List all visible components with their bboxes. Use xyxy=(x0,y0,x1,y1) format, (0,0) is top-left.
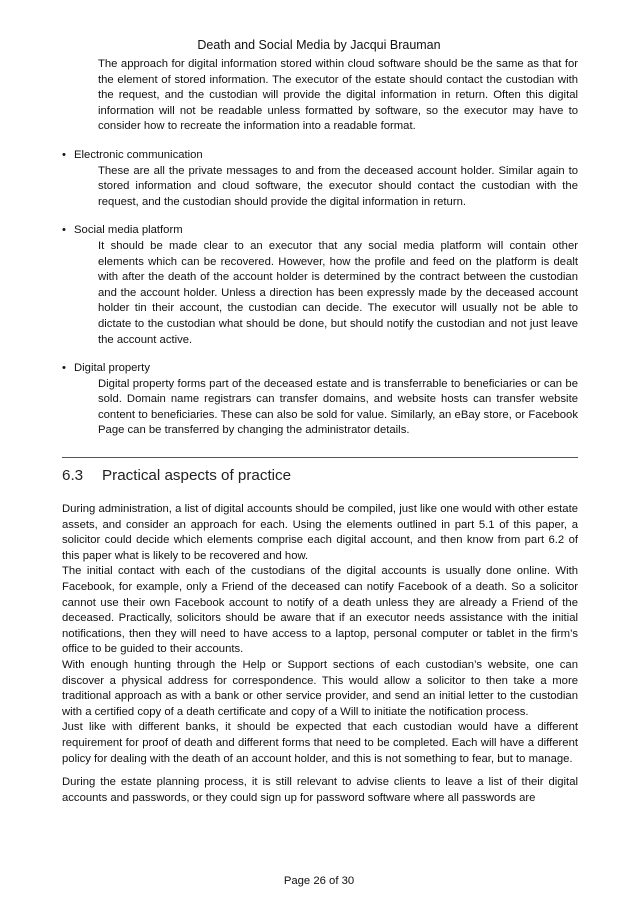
section-divider xyxy=(62,457,578,458)
intro-paragraph: The approach for digital information stored within cloud software should be the same as that for the element of stored information. The executor of the estate should contact the custodian with the request, and the custodian will provide the digital information in return. Often this digital information will not be readable unless formatted by software, so the executor may have to consider how to recreate the information into a readable format. xyxy=(98,58,578,133)
page-content xyxy=(62,57,578,806)
bullet-icon: • xyxy=(62,224,66,237)
section-title: Practical aspects of practice xyxy=(102,467,292,485)
body-paragraph: With enough hunting through the Help or Support sections of each custodian’s website, one can discover a physical address for correspondence. This would allow a solicitor to then take a more traditional approach as with a bank or other service provider, and send an initial letter to the custodian with a certified copy of a death certificate and copy of a Will to initiate the notification process. xyxy=(62,659,578,718)
bullet-item-social-media-platform xyxy=(62,223,578,348)
bullet-body: It should be made clear to an executor that any social media platform will contain other elements which can be recovered. However, how the profile and feed on the platform is dealt with after the death of the account holder is determined by the contract between the custodian and the account holder. Unless a direction has been expressly made by the deceased account holder tin their account, the custodian can decide. The executor will usually not be able to dictate to the custodian what should be done, but should notify the custodian and not just leave the account active. xyxy=(98,239,578,346)
bullet-icon: • xyxy=(62,362,66,375)
bullet-title: Social media platform xyxy=(74,224,183,237)
body-paragraph: During the estate planning process, it is still relevant to advise clients to leave a list of their digital accounts and passwords, or they could sign up for password software where all passwords are xyxy=(62,776,578,804)
bullet-title: Digital property xyxy=(74,362,150,375)
bullet-body: Digital property forms part of the deceased estate and is transferrable to beneficiaries or can be sold. Domain name registrars can transfer domains, and website hosts can transfer website content to beneficiaries. These can also be sold for value. Similarly, an eBay store, or Facebook Page can be transferred by changing the administrator details. xyxy=(98,377,578,437)
bullet-item-electronic-communication xyxy=(62,148,578,210)
bullet-body: These are all the private messages to and from the deceased account holder. Similar again to stored information and cloud software, the executor should contact the custodian with the request, and the custodian should provide the digital information in return. xyxy=(98,164,578,208)
section-number: 6.3 xyxy=(62,467,84,485)
section-heading xyxy=(62,466,578,486)
body-paragraph: During administration, a list of digital accounts should be compiled, just like one would with other estate assets, and consider an approach for each. Using the elements outlined in part 5.1 of this paper, a solicitor could decide which elements comprise each digital account, and then know from part 6.2 of this paper what is likely to be recovered and how. xyxy=(62,503,578,562)
page-number: Page 26 of 30 xyxy=(283,875,355,887)
bullet-icon: • xyxy=(62,148,66,161)
body-paragraph: Just like with different banks, it should be expected that each custodian would have a different requirement for proof of death and different forms that need to be completed. Each will have a different policy for dealing with the death of an account holder, and this is not something to fear, but to manage. xyxy=(62,721,578,765)
running-header: Death and Social Media by Jacqui Brauman xyxy=(197,38,441,52)
body-paragraph: The initial contact with each of the custodians of the digital accounts is usually done online. With Facebook, for example, only a Friend of the deceased can notify Facebook of a death. So a solicitor cannot use their own Facebook account to notify of a death unless they are already a Friend of the deceased. Practically, solicitors should be aware that if an executor needs assistance with the initial notifications, then they will need to have access to a laptop, personal computer or tablet in the firm’s office to be guided to their accounts. xyxy=(62,565,578,656)
bullet-item-digital-property xyxy=(62,361,578,439)
bullet-title: Electronic communication xyxy=(74,148,203,161)
